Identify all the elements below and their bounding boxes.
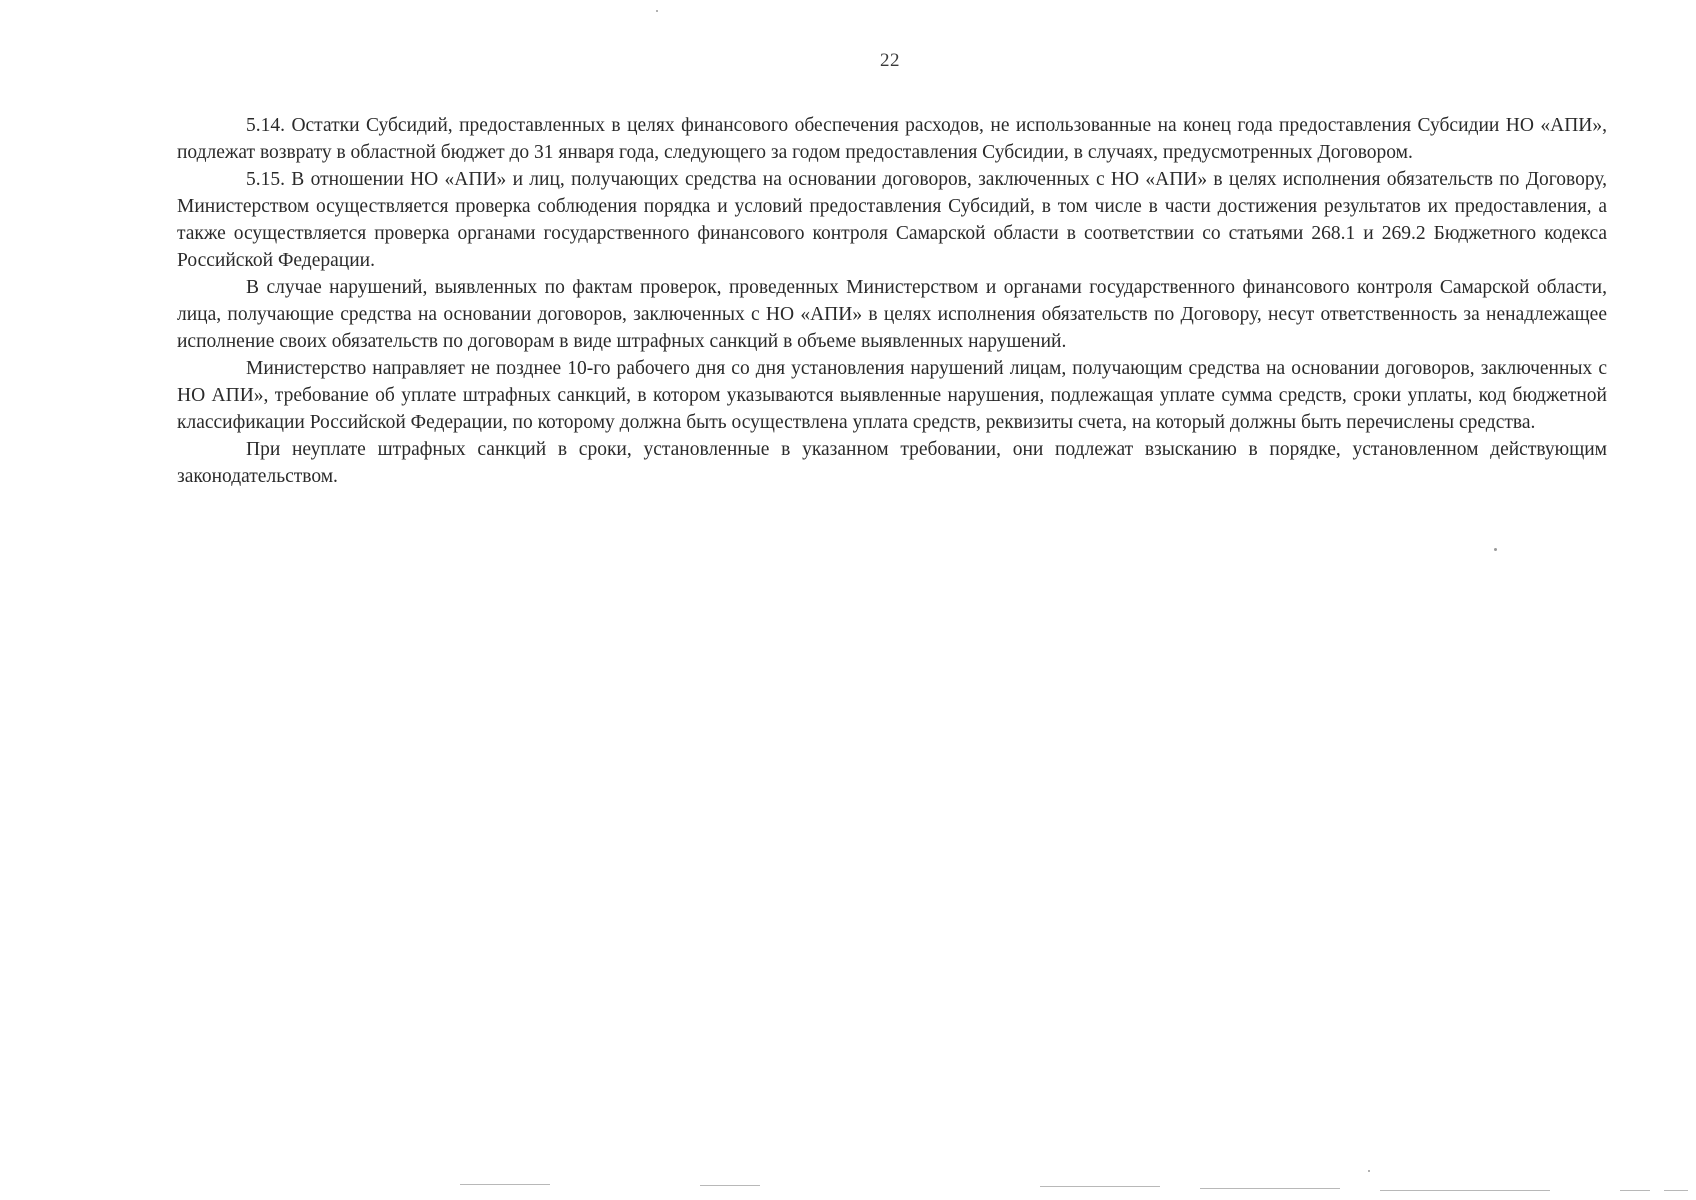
scan-edge-line — [1380, 1190, 1550, 1191]
paragraph-5-14: 5.14. Остатки Субсидий, предоставленных в целях финансового обеспечения расходов, не использованные на конец года предоставления Субсидии НО «АПИ», подлежат возврату в областной бюджет до 31 января года, следующего за годом предоставления Субсидии, в случаях, предусмотренных Договором. — [177, 115, 1607, 163]
scan-speck — [1368, 1170, 1370, 1172]
paragraph-violations: В случае нарушений, выявленных по фактам проверок, проведенных Министерством и органами государственного финансового контроля Самарской области, лица, получающие средства на основании договоров, заключенных с НО «АПИ» в целях исполнения обязательств по Договору, несут ответственность за ненадлежащее исполнение своих обязательств по договорам в виде штрафных санкций в объеме выявленных нарушений. — [177, 277, 1607, 352]
paragraph-ministry-demand: Министерство направляет не позднее 10-го рабочего дня со дня установления нарушений лицам, получающим средства на основании договоров, заключенных с НО АПИ», требование об уплате штрафных санкций, в котором указываются выявленные нарушения, подлежащая уплате сумма средств, сроки уплаты, код бюджетной классификации Российской Федерации, по которому должна быть осуществлена уплата средств, реквизиты счета, на который должны быть перечислены средства. — [177, 358, 1607, 433]
paragraph-5-15: 5.15. В отношении НО «АПИ» и лиц, получающих средства на основании договоров, заключенных с НО «АПИ» в целях исполнения обязательств по Договору, Министерством осуществляется проверка соблюдения порядка и условий предоставления Субсидий, в том числе в части достижения результатов их предоставления, а также осуществляется проверка органами государственного финансового контроля Самарской области в соответствии со статьями 268.1 и 269.2 Бюджетного кодекса Российской Федерации. — [177, 169, 1607, 271]
scan-edge-line — [1040, 1186, 1160, 1187]
scan-speck — [656, 10, 658, 12]
paragraph-non-payment: При неуплате штрафных санкций в сроки, установленные в указанном требовании, они подлежат взысканию в порядке, установленном действующим законодательством. — [177, 439, 1607, 487]
scan-edge-line — [700, 1185, 760, 1186]
document-body — [177, 112, 1607, 490]
scan-edge-line — [1664, 1190, 1688, 1191]
scan-edge-line — [460, 1184, 550, 1185]
scan-edge-line — [1200, 1188, 1340, 1189]
page-number: 22 — [880, 50, 900, 71]
scan-edge-line — [1620, 1190, 1650, 1191]
scan-speck — [1494, 548, 1497, 551]
